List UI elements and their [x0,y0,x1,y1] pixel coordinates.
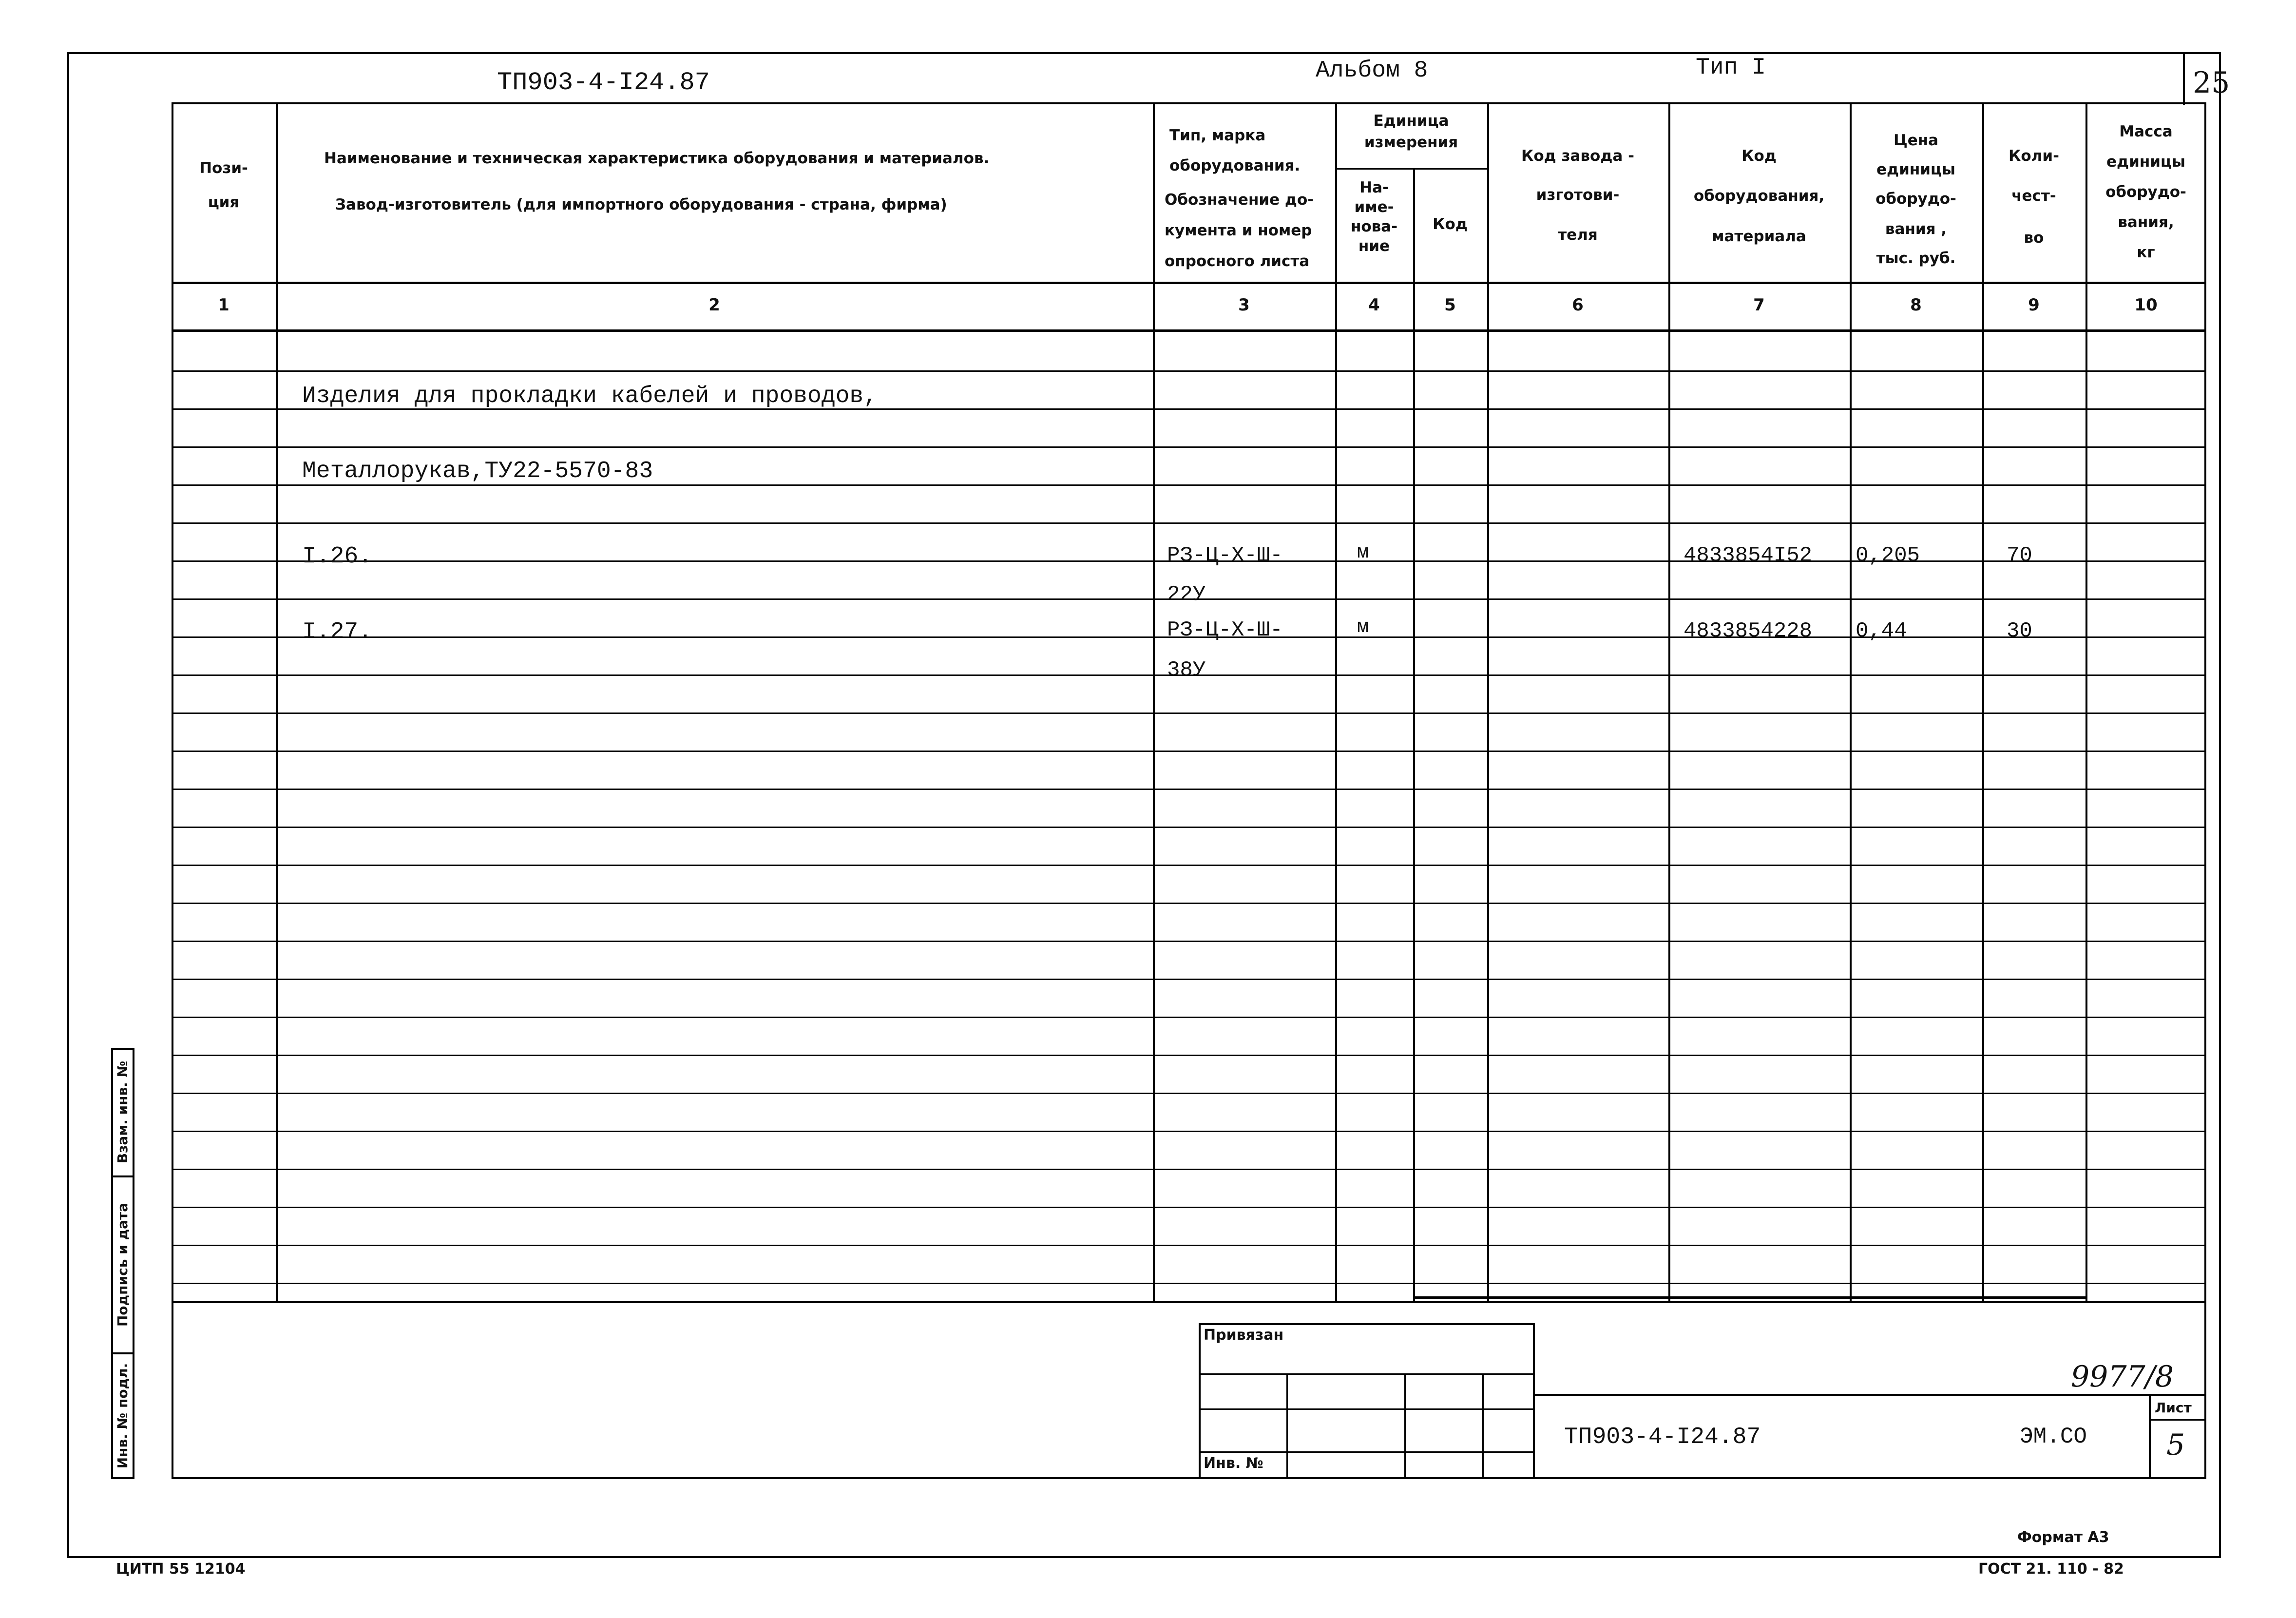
header-mass-l4: вания, [2118,213,2174,231]
row-line-24 [172,1245,2206,1246]
top-type: Тип I [1696,55,1766,81]
stamp-inv-label: Инв. № [1204,1455,1263,1472]
header-type-l4: кумента и номер [1165,222,1312,239]
stamp-right [2204,1301,2206,1479]
row-line-19 [172,1055,2206,1056]
header-unitname-l1: На- [1359,179,1389,196]
header-factory-l1: Код завода - [1521,147,1634,165]
section-heading-1: Изделия для прокладки кабелей и проводов, [302,383,878,409]
stamp-top [172,1301,2206,1303]
col-number-6: 6 [1572,295,1584,315]
header-price-l5: тыс. руб. [1876,250,1956,267]
header-type-l3: Обозначение до- [1165,191,1314,209]
item-1-type-l2: 22У [1167,582,1206,607]
row-line-20 [172,1093,2206,1094]
side-strip-right [133,1048,134,1479]
privyazan-box-right [1533,1323,1535,1477]
item-2-type-l1: РЗ-Ц-Х-Ш- [1167,618,1283,642]
row-line-25 [172,1283,2206,1284]
row-line-18 [172,1017,2206,1018]
row-line-23 [172,1207,2206,1208]
top-album: Альбом 8 [1316,58,1428,84]
section-heading-2: Металлорукав,ТУ22-5570-83 [302,458,653,484]
frame-bottom [67,1556,2221,1558]
row-line-21 [172,1131,2206,1132]
header-code-l3: материала [1712,228,1806,245]
header-type-l2: оборудования. [1169,157,1301,174]
header-type-l1: Тип, марка [1169,127,1266,144]
footer-left-code: ЦИТП 55 12104 [116,1560,246,1578]
column-line-1 [276,102,278,1301]
column-line-8 [1982,102,1984,1301]
side-label-signature-date: Подпись и дата [115,1202,131,1327]
privyazan-col-2 [1404,1373,1406,1478]
column-line-7 [1850,102,1852,1301]
row-line-3 [172,446,2206,448]
column-line-6 [1668,102,1670,1301]
row-line-10 [172,713,2206,714]
header-name-l1: Наименование и техническая характеристика оборудования и материалов. [324,150,990,167]
item-2-code: 4833854228 [1684,619,1813,643]
row-line-22 [172,1169,2206,1170]
item-1-code: 4833854I52 [1684,543,1813,568]
header-factory-l2: изготови- [1536,186,1620,204]
item-2-price: 0,44 [1856,619,1907,643]
privyazan-box-top [1199,1323,1535,1325]
stamp-doc-code: ТП903-4-I24.87 [1564,1424,1761,1450]
privyazan-row-2 [1199,1408,1535,1410]
header-bottom [172,282,2206,284]
header-qty-l3: во [2024,229,2044,247]
header-unit-l1: Единица [1373,112,1449,130]
header-unitname-l3: нова- [1350,218,1398,235]
frame-right [2219,52,2221,1558]
header-mass-l3: оборудо- [2105,183,2186,201]
column-line-3 [1335,102,1337,1301]
privyazan-col-1 [1286,1373,1288,1478]
privyazan-box-left [1199,1323,1201,1477]
item-2-type-l2: 38У [1167,658,1206,682]
side-label-replaced-inv: Взам. инв. № [115,1060,131,1164]
inner-frame-bottom [1413,1296,2086,1299]
privyazan-row-1 [1199,1373,1535,1375]
col-number-10: 10 [2134,295,2158,315]
stamp-bottom [172,1477,2206,1479]
header-factory-l3: теля [1558,226,1598,244]
col-number-9: 9 [2028,295,2040,315]
item-1-qty: 70 [2007,543,2032,568]
handwritten-number: 9977/8 [2071,1360,2174,1394]
row-line-17 [172,979,2206,980]
header-position-l2: ция [208,193,240,211]
header-price-l4: вания , [1885,220,1947,238]
side-strip-top [111,1048,134,1050]
col-number-1: 1 [218,295,230,315]
sheet-box-mid [2149,1419,2206,1421]
row-line-1 [172,370,2206,372]
item-1-unit: м [1357,542,1369,564]
side-label-original-inv: Инв. № подл. [115,1363,131,1469]
header-name-l2: Завод-изготовитель (для импортного оборудования - страна, фирма) [335,196,947,213]
header-unitcode: Код [1433,215,1468,233]
header-qty-l1: Коли- [2009,147,2059,165]
row-line-16 [172,941,2206,942]
row-line-11 [172,751,2206,752]
sheet-number: 5 [2166,1428,2185,1462]
header-qty-l2: чест- [2011,187,2056,205]
stamp-mark: ЭМ.СО [2020,1424,2087,1449]
column-line-9 [2086,102,2087,1301]
item-2-unit: м [1357,616,1369,638]
header-price-l2: единицы [1876,161,1955,178]
footer-format: Формат А3 [2017,1529,2109,1546]
unit-subheader-line [1335,168,1487,170]
col-number-7: 7 [1753,295,1765,315]
stamp-doc-row-top [1533,1394,2206,1396]
header-unit-l2: измерения [1364,134,1458,151]
footer-gost: ГОСТ 21. 110 - 82 [1978,1560,2124,1578]
item-1-position: I.26. [302,543,373,570]
row-line-13 [172,827,2206,828]
row-line-14 [172,865,2206,866]
column-line-2 [1153,102,1155,1301]
col-number-8: 8 [1910,295,1922,315]
privyazan-row-3 [1199,1451,1535,1453]
page-number: 25 [2193,66,2230,100]
row-line-5 [172,522,2206,524]
header-mass-l1: Масса [2119,123,2173,140]
item-1-type-l1: РЗ-Ц-Х-Ш- [1167,543,1283,568]
frame-left [67,52,69,1558]
item-1-price: 0,205 [1856,543,1920,568]
stamp-left [172,1301,173,1479]
header-mass-l5: кг [2137,244,2155,261]
column-line-5 [1487,102,1489,1301]
inner-frame-top [1413,329,2086,332]
item-2-qty: 30 [2007,619,2032,643]
header-code-l1: Код [1741,147,1777,165]
row-line-15 [172,903,2206,904]
header-mass-l2: единицы [2106,153,2185,171]
header-price-l1: Цена [1893,132,1939,149]
header-position-l1: Пози- [199,159,248,177]
header-type-l5: опросного листа [1165,252,1310,270]
privyazan-label: Привязан [1204,1327,1284,1344]
header-unitname-l4: ние [1358,237,1390,255]
col-number-3: 3 [1238,295,1250,315]
privyazan-col-3 [1482,1373,1484,1478]
page-box-left [2183,54,2185,105]
item-2-position: I.27. [302,619,373,645]
col-number-2: 2 [708,295,720,315]
header-unitname-l2: име- [1354,198,1394,216]
header-code-l2: оборудования, [1693,187,1825,205]
col-number-5: 5 [1444,295,1456,315]
col-number-4: 4 [1368,295,1380,315]
row-line-4 [172,484,2206,486]
header-price-l3: оборудо- [1875,190,1956,208]
row-line-12 [172,789,2206,790]
top-doc-code: ТП903-4-I24.87 [497,68,710,97]
table-top [172,102,2206,104]
frame-top [67,52,2221,54]
sheet-box-left [2149,1394,2151,1479]
sheet-label: Лист [2155,1400,2192,1416]
